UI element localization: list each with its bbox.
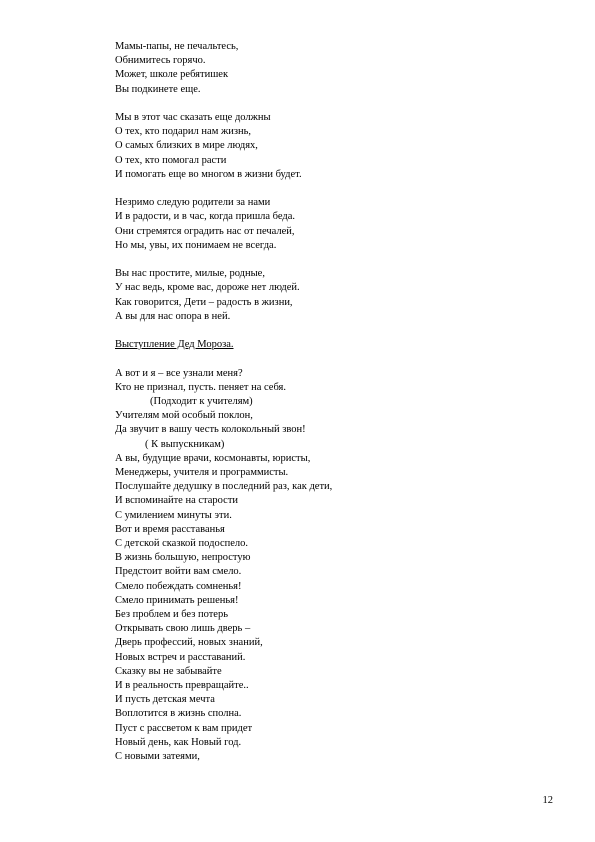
speech-block: [115, 367, 555, 765]
poem-line: Как говорится, Дети – радость в жизни,: [115, 296, 293, 308]
speech-line: Кто не признал, пусть. пеняет на себя.: [115, 381, 286, 393]
speech-line: С умилением минуты эти.: [115, 509, 232, 521]
speech-line: С новыми затеями,: [115, 751, 200, 763]
poem-line: Может, школе ребятишек: [115, 69, 229, 81]
poem-line: Вы нас простите, милые, родные,: [115, 268, 265, 280]
stanza-parents-1: [115, 40, 555, 97]
poem-line: Мамы-папы, не печальтесь,: [115, 41, 239, 52]
speech-line: Пуст с рассветом к вам придет: [115, 722, 253, 734]
stage-direction: (Подходит к учителям): [150, 396, 253, 407]
poem-line: Мы в этот час сказать еще должны: [115, 112, 271, 123]
poem-line: О самых близких в мире людях,: [115, 140, 258, 152]
stanza-parents-3: [115, 196, 555, 253]
speech-line: С детской сказкой подоспело.: [115, 538, 249, 550]
speech-line: Воплотится в жизнь сполна.: [115, 708, 242, 720]
poem-line: О тех, кто помогал расти: [115, 154, 227, 166]
speech-line: Дверь профессий, новых знаний,: [115, 637, 263, 649]
page-content: [115, 40, 555, 764]
poem-line: Незримо следую родители за нами: [115, 197, 271, 209]
speech-line: Да звучит в вашу честь колокольный звон!: [115, 424, 306, 436]
speech-line: Послушайте дедушку в последний раз, как дети,: [115, 481, 333, 493]
stanza-parents-4: [115, 267, 555, 324]
speech-line: Без проблем и без потерь: [115, 609, 228, 621]
speech-line: Менеджеры, учителя и программисты.: [115, 467, 289, 479]
section-heading: Выступление Дед Мороза.: [115, 339, 234, 351]
poem-line: О тех, кто подарил нам жизнь,: [115, 126, 252, 138]
stage-direction: ( К выпускникам): [145, 438, 225, 450]
speech-line: А вы, будущие врачи, космонавты, юристы,: [115, 452, 311, 464]
speech-line: Сказку вы не забывайте: [115, 665, 222, 677]
speech-line: Вот и время расставанья: [115, 523, 225, 535]
speech-line: Учителям мой особый поклон,: [115, 410, 253, 422]
speech-line: И пусть детская мечта: [115, 694, 215, 706]
poem-line: И в радости, и в час, когда пришла беда.: [115, 211, 296, 223]
speech-line: В жизнь большую, непростую: [115, 552, 251, 564]
speech-line: Смело побеждать сомненья!: [115, 580, 242, 592]
speech-line: Предстоит войти вам смело.: [115, 566, 242, 578]
poem-line: И помогать еще во многом в жизни будет.: [115, 168, 302, 180]
speech-line: Смело принимать решенья!: [115, 594, 239, 606]
page-number: 12: [542, 795, 553, 806]
poem-line: Обнимитесь горячо.: [115, 55, 206, 67]
speech-line: И в реальность превращайте..: [115, 680, 249, 692]
speech-line: Открывать свою лишь дверь –: [115, 623, 251, 635]
speech-line: Новый день, как Новый год.: [115, 736, 242, 748]
speech-line: И вспоминайте на старости: [115, 495, 239, 507]
poem-line: Но мы, увы, их понимаем не всегда.: [115, 239, 277, 251]
poem-line: У нас ведь, кроме вас, дороже нет людей.: [115, 282, 300, 294]
poem-line: Вы подкинете еще.: [115, 83, 201, 95]
speech-line: Новых встреч и расставаний.: [115, 651, 246, 663]
poem-line: А вы для нас опора в ней.: [115, 310, 231, 322]
poem-line: Они стремятся оградить нас от печалей,: [115, 225, 295, 237]
stanza-parents-2: [115, 111, 555, 182]
speech-line: А вот и я – все узнали меня?: [115, 367, 243, 379]
